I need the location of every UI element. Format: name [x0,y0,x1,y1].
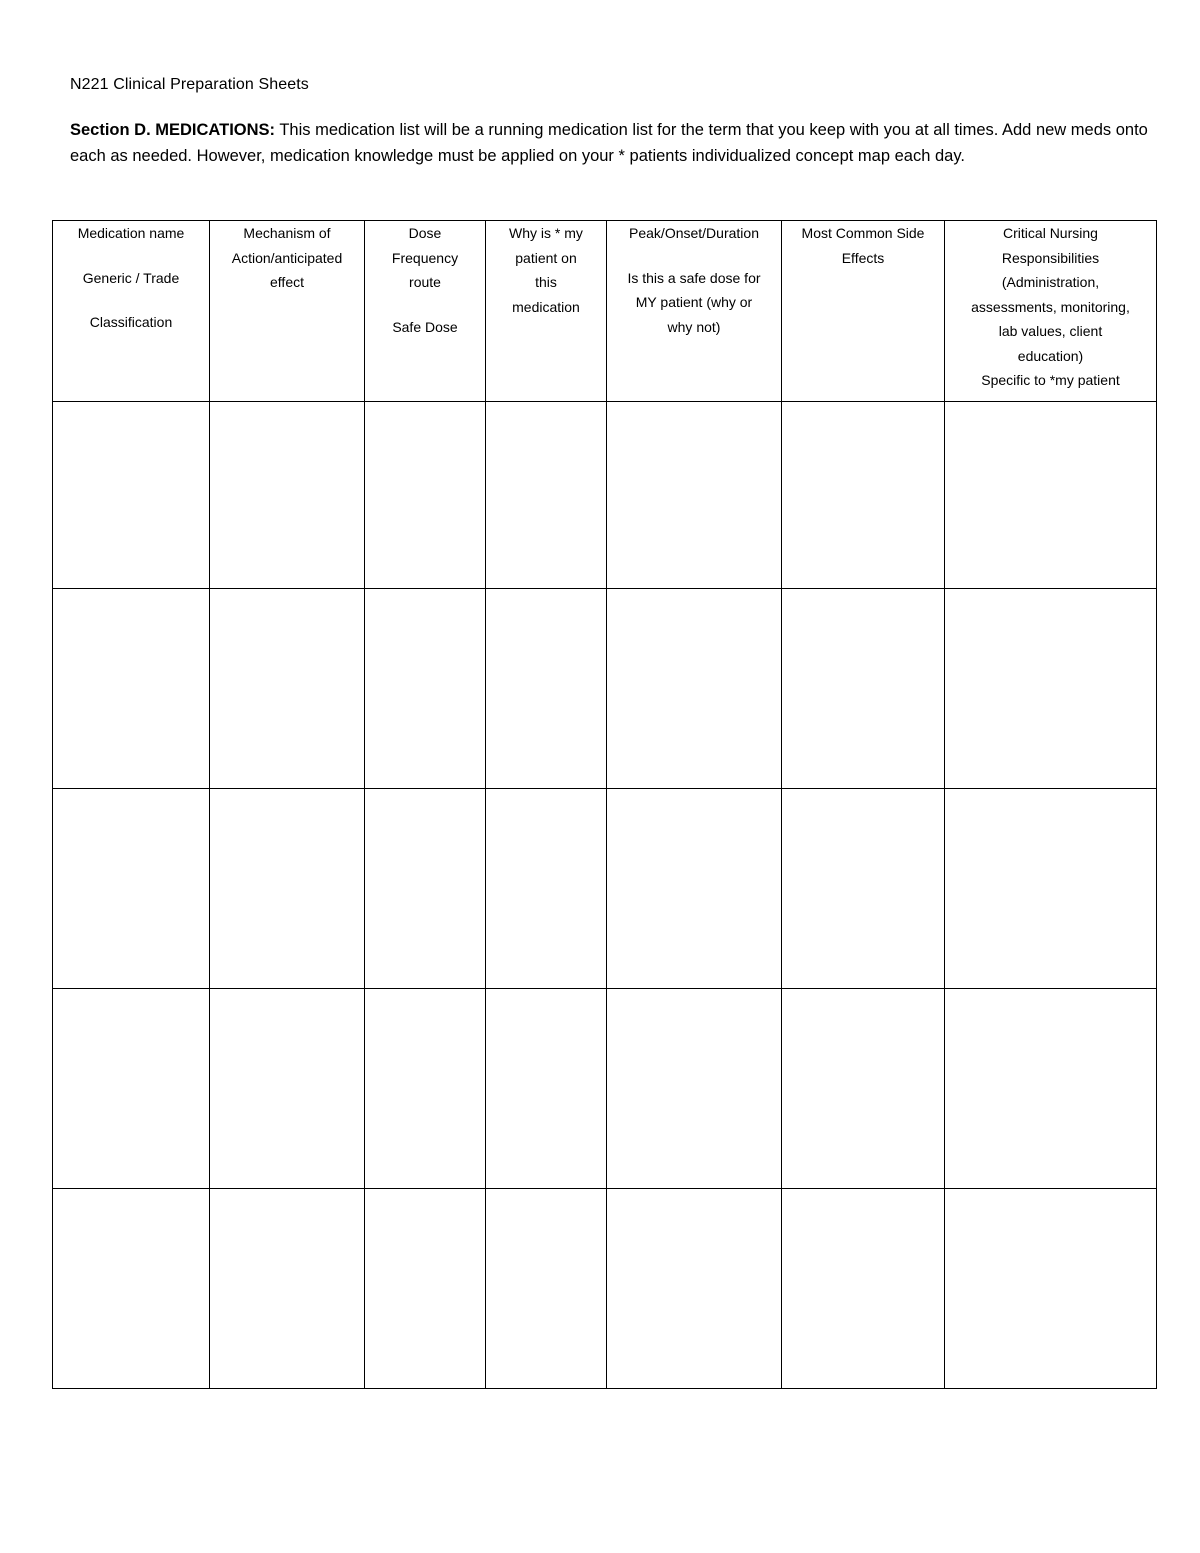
header-line: Medication name [77,225,185,241]
column-header-why [486,221,607,402]
table-header-row [53,221,1157,402]
table-cell[interactable] [365,402,486,589]
header-line: Effects [841,249,885,266]
header-line: (Administration, [1001,274,1100,290]
header-line: Mechanism of [243,225,331,241]
table-cell[interactable] [210,989,365,1189]
header-line: Most Common Side [801,225,925,241]
table-cell[interactable] [53,402,210,589]
table-cell[interactable] [365,789,486,989]
header-line: Generic / Trade [82,269,180,286]
header-line: Why is * my [509,225,583,241]
header-line: Classification [89,314,173,330]
header-line: assessments, monitoring, [971,298,1130,315]
header-line-gap [365,295,485,315]
header-line: education) [1017,347,1084,364]
table-cell[interactable] [782,1189,945,1389]
table-cell[interactable] [607,589,782,789]
header-line: Peak/Onset/Duration [629,225,759,241]
table-cell[interactable] [486,989,607,1189]
header-line-gap [607,246,781,266]
table-cell[interactable] [365,989,486,1189]
header-line: Frequency [391,249,459,266]
section-label: Section D. MEDICATIONS: [70,121,276,139]
column-header-side-effects [782,221,945,402]
table-cell[interactable] [782,989,945,1189]
table-cell[interactable] [607,1189,782,1389]
table-cell[interactable] [945,789,1157,989]
header-line: medication [512,298,580,315]
table-cell[interactable] [486,589,607,789]
column-header-peak-onset-duration [607,221,782,402]
table-cell[interactable] [486,1189,607,1389]
table-row [53,1189,1157,1389]
column-header-dose [365,221,486,402]
table-cell[interactable] [210,589,365,789]
section-intro [70,117,1150,169]
header-line: Responsibilities [1001,249,1100,266]
header-line: Is this a safe dose for [627,269,761,286]
header-line: route [409,274,441,290]
header-line: MY patient (why or [635,294,753,310]
table-cell[interactable] [53,589,210,789]
table-cell[interactable] [607,402,782,589]
table-cell[interactable] [53,1189,210,1389]
table-cell[interactable] [945,1189,1157,1389]
header-line: Dose [408,225,442,241]
header-line: patient on [515,249,577,266]
table-cell[interactable] [486,789,607,989]
table-row [53,402,1157,589]
page-title: N221 Clinical Preparation Sheets [70,76,309,93]
column-header-medication-name [53,221,210,402]
table-row [53,789,1157,989]
header-line: Action/anticipated [231,249,343,266]
table-row [53,989,1157,1189]
table-cell[interactable] [210,1189,365,1389]
table-cell[interactable] [486,402,607,589]
header-line: effect [270,274,304,290]
header-line-gap [53,290,209,310]
table-cell[interactable] [945,589,1157,789]
table-cell[interactable] [210,789,365,989]
header-line-gap [53,246,209,266]
table-cell[interactable] [53,789,210,989]
table-cell[interactable] [782,789,945,989]
header-line: Critical Nursing [1003,225,1098,241]
table-cell[interactable] [365,1189,486,1389]
table-body [53,402,1157,1389]
header-line: why not) [667,318,721,335]
header-line: lab values, client [998,323,1103,339]
header-line: this [535,274,557,290]
medication-table [52,220,1157,1389]
table-cell[interactable] [365,589,486,789]
column-header-nursing-responsibilities [945,221,1157,402]
table-cell[interactable] [210,402,365,589]
header-line: Safe Dose [392,318,458,335]
table-cell[interactable] [607,789,782,989]
table-cell[interactable] [782,589,945,789]
table-cell[interactable] [945,989,1157,1189]
section-instructions: This medication list will be a running medication list for the term that you keep with you at all times. Add new meds onto each as needed. However, medication knowledge must be applied on your * patients individualized concept map each day. [70,121,1148,165]
column-header-mechanism [210,221,365,402]
header-line: Specific to *my patient [981,372,1120,388]
table-cell[interactable] [53,989,210,1189]
table-row [53,589,1157,789]
table-cell[interactable] [607,989,782,1189]
table-cell[interactable] [782,402,945,589]
table-cell[interactable] [945,402,1157,589]
